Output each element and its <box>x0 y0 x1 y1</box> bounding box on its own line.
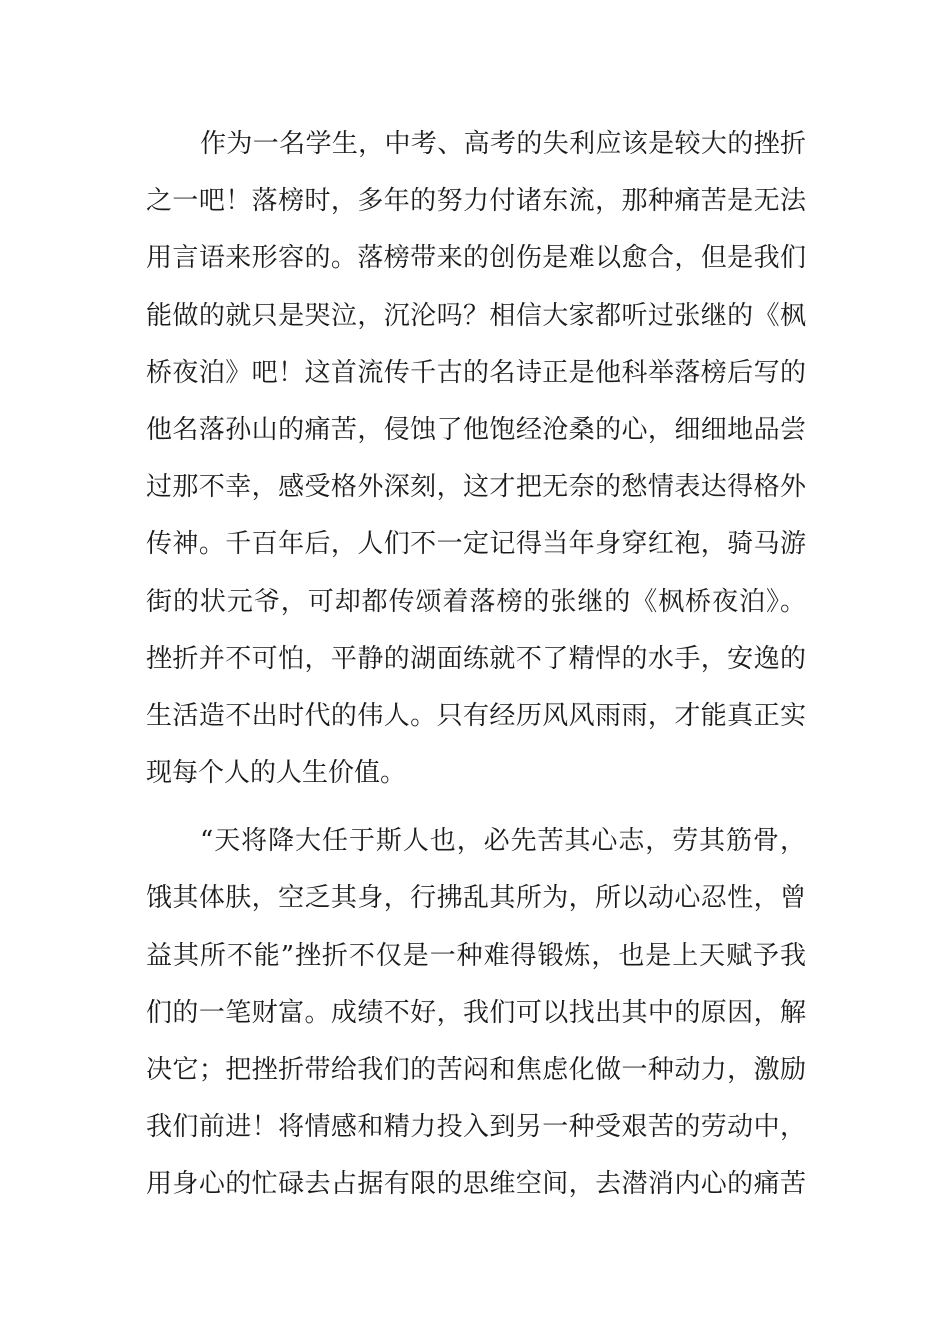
text-line: 桥夜泊》吧！这首流传千古的名诗正是他科举落榜后写的 <box>146 357 806 388</box>
text-line: 们的一笔财富。成绩不好，我们可以找出其中的原因，解 <box>146 997 806 1028</box>
text-line: “天将降大任于斯人也，必先苦其心志，劳其筋骨， <box>200 826 806 857</box>
text-line: 挫折并不可怕，平静的湖面练就不了精悍的水手，安逸的 <box>146 643 806 674</box>
text-line: 街的状元爷，可却都传颂着落榜的张继的《枫桥夜泊》。 <box>146 586 806 617</box>
paragraph-2 <box>146 813 806 1213</box>
paragraph-spacer <box>146 802 806 813</box>
paragraph-1 <box>146 116 806 802</box>
text-line: 他名落孙山的痛苦，侵蚀了他饱经沧桑的心，细细地品尝 <box>146 414 806 445</box>
text-line: 作为一名学生，中考、高考的失利应该是较大的挫折 <box>200 129 806 159</box>
text-line: 决它；把挫折带给我们的苦闷和焦虑化做一种动力，激励 <box>146 1055 806 1085</box>
text-line: 益其所不能”挫折不仅是一种难得锻炼，也是上天赋予我 <box>146 940 806 971</box>
text-line: 之一吧！落榜时，多年的努力付诸东流，那种痛苦是无法 <box>146 186 806 217</box>
document-body <box>146 116 806 1214</box>
text-line: 传神。千百年后，人们不一定记得当年身穿红袍，骑马游 <box>146 529 806 560</box>
text-line: 饿其体肤，空乏其身，行拂乱其所为，所以动心忍性，曾 <box>146 883 806 914</box>
text-line: 现每个人的人生价值。 <box>146 758 407 789</box>
text-line: 过那不幸，感受格外深刻，这才把无奈的愁情表达得格外 <box>146 472 806 503</box>
text-line: 能做的就只是哭泣，沉沦吗？相信大家都听过张继的《枫 <box>146 300 806 331</box>
text-line: 我们前进！将情感和精力投入到另一种受艰苦的劳动中， <box>146 1112 806 1143</box>
text-line: 生活造不出时代的伟人。只有经历风风雨雨，才能真正实 <box>146 700 806 731</box>
text-line: 用身心的忙碌去占据有限的思维空间，去潜消内心的痛苦 <box>146 1169 806 1200</box>
text-line: 用言语来形容的。落榜带来的创伤是难以愈合，但是我们 <box>146 243 806 274</box>
